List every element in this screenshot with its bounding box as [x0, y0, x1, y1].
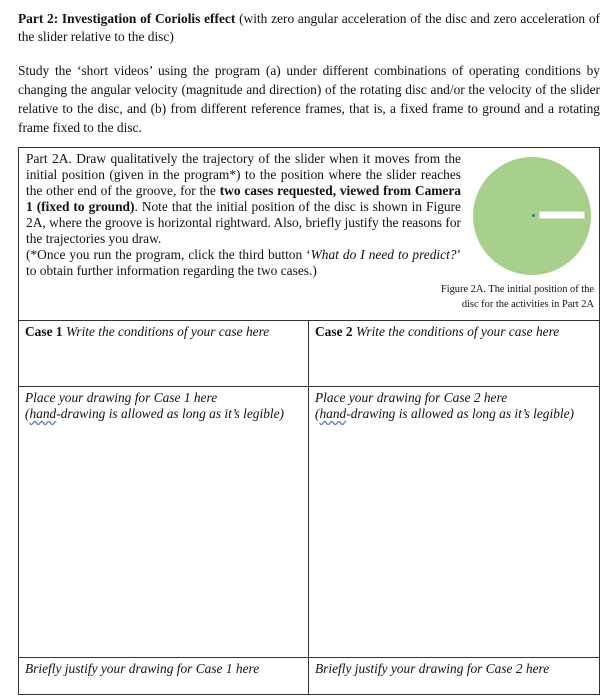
cases-emphasis: two cases requested, viewed from Camera 1 (fixed to ground): [26, 183, 461, 214]
case2-conditions-cell[interactable]: Case 2 Write the conditions of your case here: [315, 324, 560, 339]
case1-conditions-cell[interactable]: Case 1 Write the conditions of your case here: [19, 321, 309, 386]
predict-button-name: What do I need to predict?: [310, 247, 457, 262]
part2-title: Part 2: Investigation of Coriolis effect: [18, 11, 236, 26]
case1-justify-cell[interactable]: Briefly justify your drawing for Case 1 here: [19, 658, 309, 694]
case2-justify-cell[interactable]: Briefly justify your drawing for Case 2 here: [315, 661, 550, 676]
case2-drawing-cell[interactable]: Place your drawing for Case 2 here (hand-drawing is allowed as long as it’s legible): [315, 390, 575, 421]
part2-heading: [18, 10, 600, 46]
slider-dot: [532, 214, 535, 217]
justify-row: [19, 658, 599, 694]
figure-caption: Figure 2A. The initial position of the disc for the activities in Part 2A: [440, 284, 594, 310]
drawing-row: [19, 387, 599, 658]
groove: [539, 211, 585, 219]
part2a-question-area: [19, 148, 599, 321]
part2-subtitle: (with zero angular acceleration of the disc and zero acceleration of the slider relative to the disc): [18, 11, 600, 44]
case1-drawing-cell[interactable]: Place your drawing for Case 1 here (hand-drawing is allowed as long as it’s legible): [19, 387, 309, 657]
part2a-instructions: Part 2A. Draw qualitatively the trajectory of the slider when it moves from the initial position (given in the program*) to the position where the slider reaches the other end of the groove, for the two cases requested, viewed from Camera 1 (fixed to ground). Note that the initial position of the disc is shown in Figure 2A, where the groove is horizontal rightward. Also, briefly justify the reasons for the trajectories you draw. (*Once you run the program, click the third button ‘What do I need to predict?’ to obtain further information regarding the two cases.): [26, 151, 461, 278]
conditions-row: [19, 321, 599, 387]
part2a-table: [18, 147, 600, 695]
study-paragraph: Study the ‘short videos’ using the program (a) under different combinations of operating conditions by changing the angular velocity (magnitude and direction) of the rotating disc and/or the velocity of the slider relative to the disc, and (b) from different reference frames, that is, a fixed frame to ground and a rotating frame fixed to the disc.: [18, 63, 600, 135]
rotating-disc-figure: [473, 157, 591, 275]
